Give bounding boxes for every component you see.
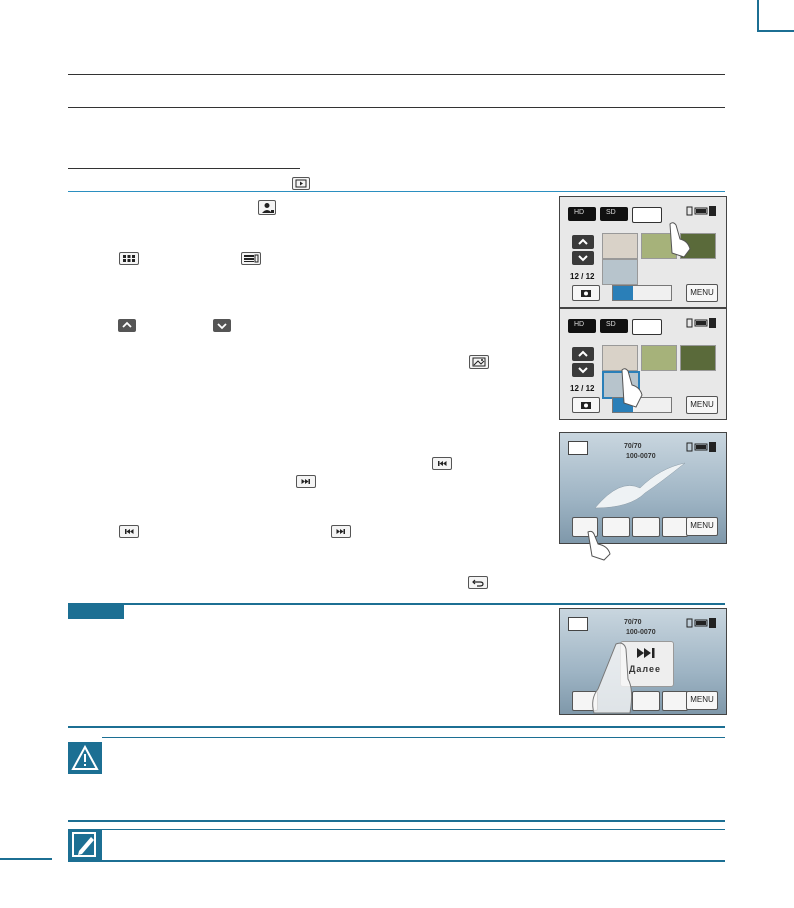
corner-mark-vertical [757, 0, 759, 32]
previous-icon [119, 525, 139, 538]
single-view-screen-2 [559, 608, 727, 715]
photo-mode-icon [258, 200, 276, 215]
image-counter: 12 / 12 [570, 384, 595, 393]
tab-sd-video [600, 207, 628, 221]
info-view-icon [241, 252, 261, 265]
photo-mode-badge [568, 441, 588, 455]
next-icon [633, 646, 661, 660]
single-view-screen-1 [559, 432, 727, 544]
file-number: 100-0070 [626, 629, 656, 636]
memo-rule-inner [102, 829, 725, 830]
image-counter: 12 / 12 [570, 272, 595, 281]
page-edge-bar [0, 858, 52, 860]
steps-rule-top [68, 191, 725, 192]
camera-button [572, 285, 600, 301]
memo-rule-top [68, 820, 725, 822]
thumbnail-puppy [602, 233, 638, 259]
file-count: 70/70 [624, 619, 642, 626]
note-label-tab [68, 605, 124, 619]
caution-icon [68, 742, 102, 774]
up-arrow-icon [118, 319, 136, 332]
thumbnail-bird [602, 259, 638, 285]
tab-hd-video [568, 319, 596, 333]
battery-icon [686, 617, 718, 629]
tab-sd-video [600, 319, 628, 333]
memo-icon [68, 829, 102, 860]
thumbnail-screen-2 [559, 308, 727, 420]
popup-label: Далее [629, 664, 662, 674]
finger-pointer-icon [612, 365, 652, 409]
file-number: 100-0070 [626, 453, 656, 460]
battery-icon [686, 317, 718, 329]
tab-hd-label: HD [574, 209, 585, 216]
finger-pointer-icon [584, 530, 624, 562]
camera-button [572, 397, 600, 413]
tab-sd-label: SD [606, 321, 616, 328]
up-arrow-button [572, 235, 594, 249]
bird-photo [590, 458, 690, 513]
menu-button: MENU [686, 691, 718, 710]
corner-mark-horizontal [757, 30, 794, 32]
slideshow-icon [469, 355, 489, 369]
hand-illustration [586, 639, 636, 714]
finger-pointer-icon [660, 219, 700, 259]
next-icon [296, 475, 316, 488]
view-mode-bar [612, 285, 672, 301]
caution-rule-inner [102, 737, 725, 738]
thumbnail-screen-1 [559, 196, 727, 308]
up-arrow-button [572, 347, 594, 361]
menu-button: MENU [686, 517, 718, 536]
tab-sd-label: SD [606, 209, 616, 216]
photo-mode-badge [568, 617, 588, 631]
down-arrow-button [572, 363, 594, 377]
note-rule [68, 603, 725, 605]
return-icon [468, 576, 488, 589]
next-button [662, 517, 688, 537]
caution-rule-top [68, 726, 725, 728]
header-rule-top [68, 74, 725, 75]
battery-icon [686, 205, 718, 217]
tab-photo [632, 207, 662, 223]
file-count: 70/70 [624, 443, 642, 450]
tab-photo [632, 319, 662, 335]
thumbnail-fruit [680, 345, 716, 371]
down-arrow-button [572, 251, 594, 265]
tab-hd-label: HD [574, 321, 585, 328]
battery-icon [686, 441, 718, 453]
memo-rule-bottom [68, 860, 725, 862]
menu-button: MENU [686, 284, 718, 302]
section-heading-underline [68, 168, 300, 169]
slideshow-button [632, 517, 660, 537]
previous-icon [432, 457, 452, 470]
next-button [662, 691, 688, 711]
tab-hd-video [568, 207, 596, 221]
slideshow-button [632, 691, 660, 711]
header-rule-bottom [68, 107, 725, 108]
menu-button: MENU [686, 396, 718, 414]
down-arrow-icon [213, 319, 231, 332]
play-mode-icon [292, 177, 310, 190]
next-icon [331, 525, 351, 538]
thumbnail-view-icon [119, 252, 139, 265]
